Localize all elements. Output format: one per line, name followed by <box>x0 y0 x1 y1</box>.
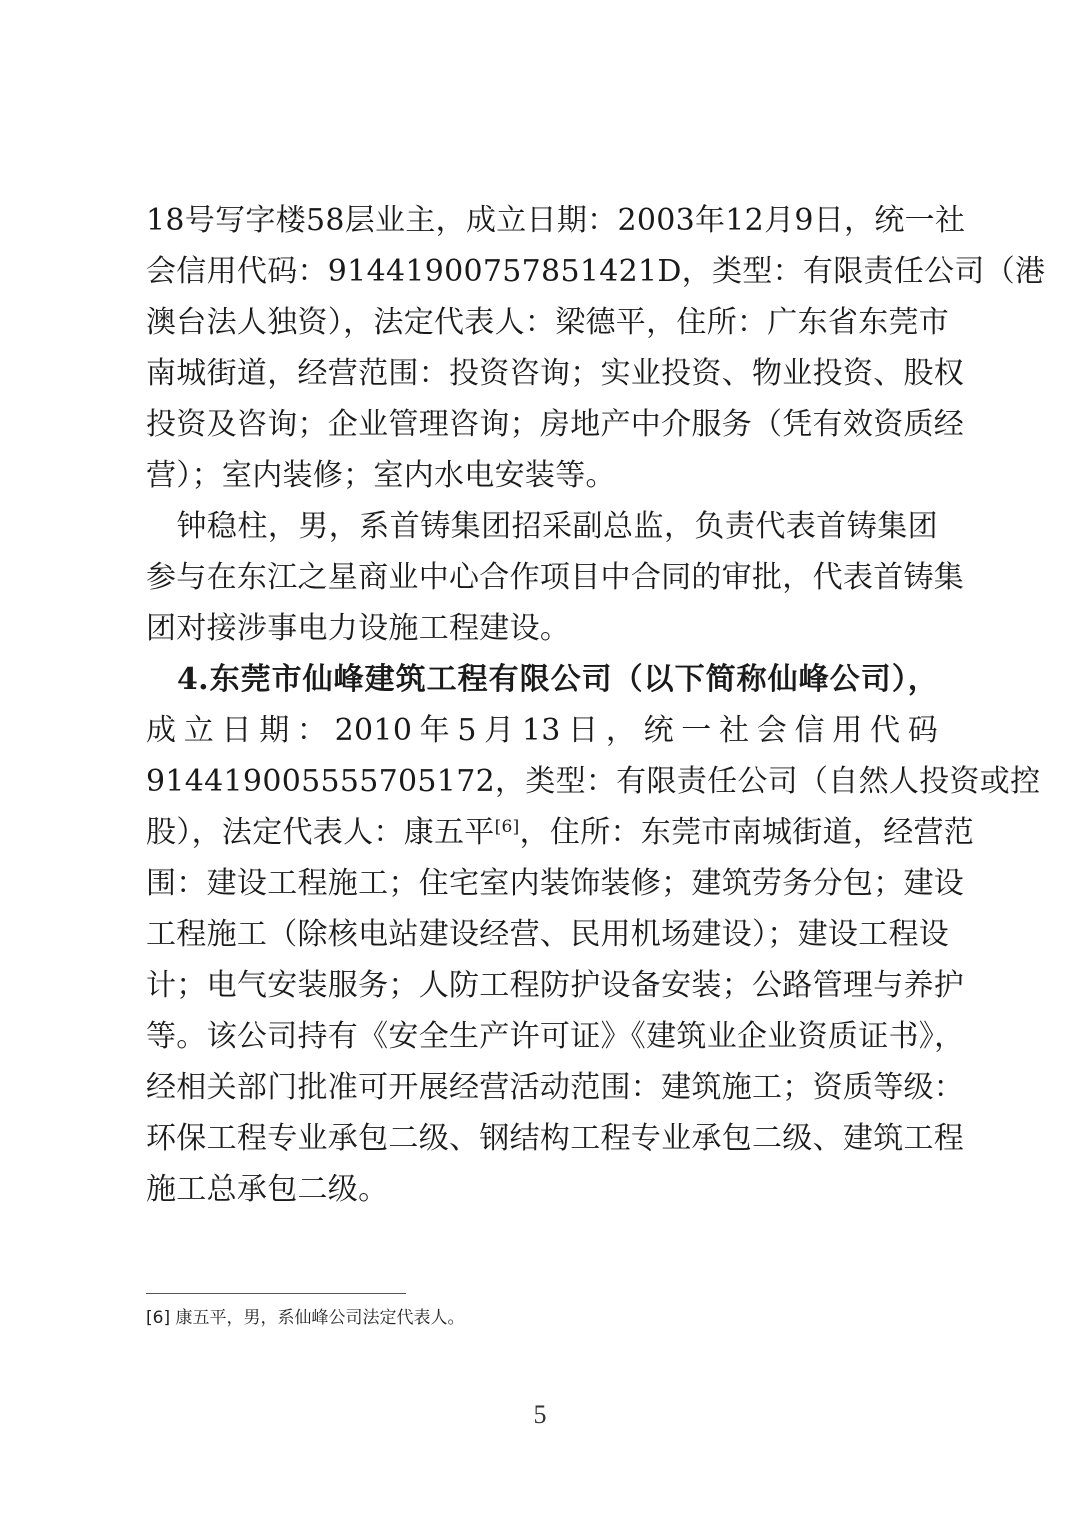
body-line-5: 投资及咨询；企业管理咨询；房地产中介服务（凭有效资质经 <box>146 407 965 442</box>
body-line-6: 营）；室内装修；室内水电安装等。 <box>146 458 616 493</box>
body-line-8: 参与在东江之星商业中心合作项目中合同的审批，代表首铸集 <box>146 560 965 595</box>
body-line-1: 18号写字楼58层业主，成立日期：2003年12月9日，统一社 <box>146 203 966 238</box>
body-line-15: 工程施工（除核电站建设经营、民用机场建设）；建设工程设 <box>146 917 950 952</box>
body-line-9: 团对接涉事电力设施工程建设。 <box>146 611 571 646</box>
body-line-16: 计；电气安装服务；人防工程防护设备安装；公路管理与养护 <box>146 968 965 1003</box>
body-line-20: 施工总承包二级。 <box>146 1172 389 1207</box>
body-line-2: 会信用代码：91441900757851421D，类型：有限责任公司（港 <box>146 254 1046 289</box>
body-line-13-end: ，住所：东莞市南城街道，经营范 <box>519 815 975 850</box>
body-line-4: 南城街道，经营范围：投资咨询；实业投资、物业投资、股权 <box>146 356 965 391</box>
footnote-ref-6: [6] <box>494 817 520 837</box>
body-line-13-start: 股），法定代表人：康五平 <box>146 815 495 850</box>
body-line-17: 等。该公司持有《安全生产许可证》《建筑业企业资质证书》， <box>146 1019 965 1054</box>
footnote-6: [6] 康五平，男，系仙峰公司法定代表人。 <box>146 1308 465 1328</box>
body-line-19: 环保工程专业承包二级、钢结构工程专业承包二级、建筑工程 <box>146 1121 965 1156</box>
company-heading-line: 4.东莞市仙峰建筑工程有限公司（以下简称仙峰公司）， <box>146 662 938 697</box>
body-line-12: 914419005555705172，类型：有限责任公司（自然人投资或控 <box>146 764 1041 799</box>
body-line-3: 澳台法人独资），法定代表人：梁德平，住所：广东省东莞市 <box>146 305 950 340</box>
footnote-divider <box>146 1293 406 1294</box>
body-line-14: 围：建设工程施工；住宅室内装饰装修；建筑劳务分包；建设 <box>146 866 965 901</box>
body-line-11: 成立日期：2010年5月13日，统一社会信用代码 <box>146 713 938 748</box>
body-line-7: 钟稳柱，男，系首铸集团招采副总监，负责代表首铸集团 <box>146 509 938 544</box>
body-line-18: 经相关部门批准可开展经营活动范围：建筑施工；资质等级： <box>146 1070 965 1105</box>
page-number: 5 <box>533 1400 547 1429</box>
body-line-13 <box>146 813 975 853</box>
